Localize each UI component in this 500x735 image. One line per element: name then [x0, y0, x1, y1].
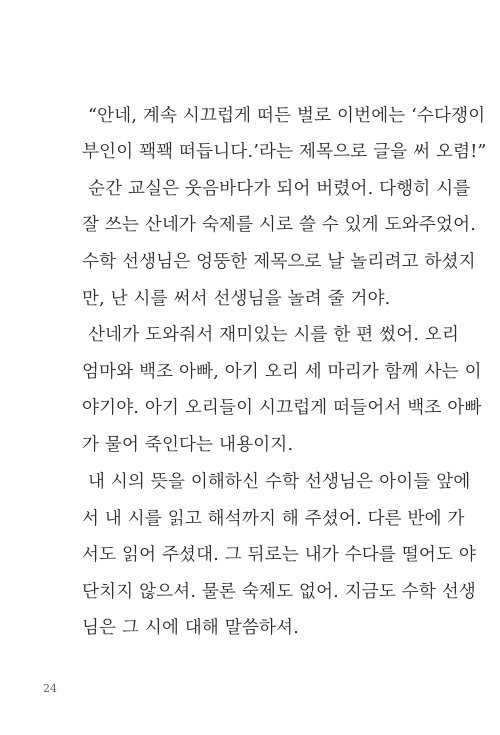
text-line: 서도 읽어 주셨대. 그 뒤로는 내가 수다를 떨어도 야	[82, 545, 476, 565]
text-line: 만, 난 시를 써서 선생님을 놀려 줄 거야.	[82, 289, 391, 309]
text-line: 님은 그 시에 대해 말씀하셔.	[82, 618, 299, 638]
text-line: 단치지 않으셔. 물론 숙제도 없어. 지금도 수학 선생	[82, 582, 476, 602]
text-line: 산네가 도와줘서 재미있는 시를 한 편 썼어. 오리	[88, 325, 460, 345]
text-line: “안네, 계속 시끄럽게 떠든 벌로 이번에는 ‘수다쟁이	[88, 106, 486, 126]
text-line: 내 시의 뜻을 이해하신 수학 선생님은 아이들 앞에	[88, 472, 471, 492]
text-line: 야기야. 아기 오리들이 시끄럽게 떠들어서 백조 아빠	[82, 398, 482, 418]
text-line: 부인이 꽥꽥 떠듭니다.’라는 제목으로 글을 써 오렴!”	[82, 142, 487, 162]
text-line: 가 물어 죽인다는 내용이지.	[82, 435, 294, 455]
text-line: 엄마와 백조 아빠, 아기 오리 세 마리가 함께 사는 이	[82, 362, 482, 382]
text-line: 수학 선생님은 엉뚱한 제목으로 날 놀리려고 하셨지	[82, 252, 476, 272]
text-line: 순간 교실은 웃음바다가 되어 버렸어. 다행히 시를	[88, 179, 471, 199]
text-line: 서 내 시를 읽고 해석까지 해 주셨어. 다른 반에 가	[82, 509, 465, 529]
text-line: 잘 쓰는 산네가 숙제를 시로 쓸 수 있게 도와주었어.	[82, 215, 476, 235]
page-number: 24	[43, 682, 57, 695]
